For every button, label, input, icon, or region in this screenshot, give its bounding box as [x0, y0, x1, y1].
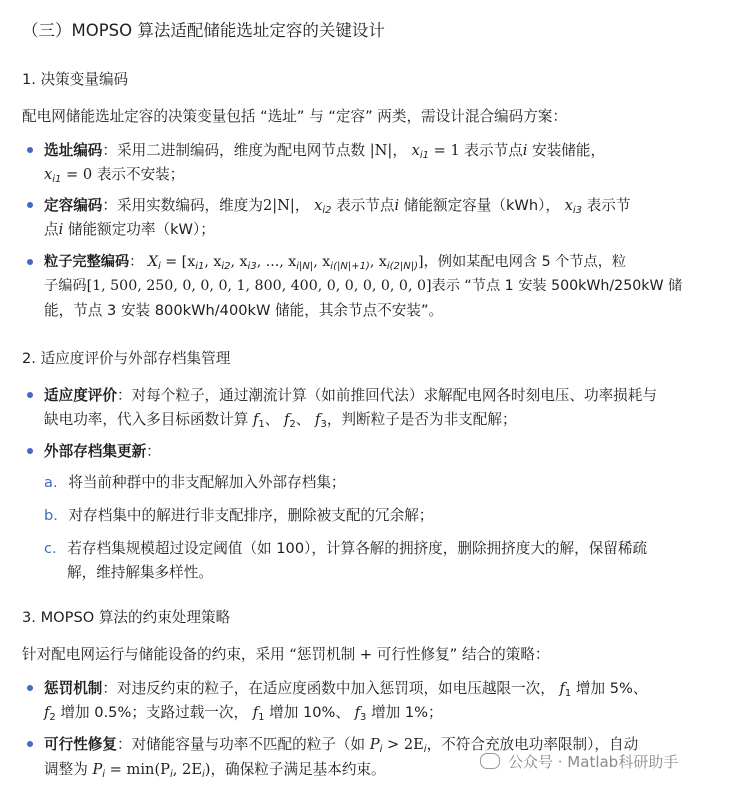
list-item-text: 若存档集规模超过设定阈值（如 100），计算各解的拥挤度，删除拥挤度大的解，保留稀疏	[67, 540, 648, 557]
text: 增加 10%、	[269, 704, 350, 721]
section1-intro: 配电网储能选址定容的决策变量包括 “选址” 与 “定容” 两类，需设计混合编码方案：	[22, 108, 567, 125]
penalty-mechanism-label: 惩罚机制	[44, 680, 103, 697]
fitness-evaluation-label: 适应度评价	[44, 387, 117, 404]
bullet-dot	[27, 448, 33, 454]
math: = min(P	[105, 761, 170, 778]
math: P	[369, 736, 380, 753]
capacity-encoding-label: 定容编码	[44, 197, 103, 214]
list-item	[44, 503, 433, 528]
list-item-continued: 解，维持解集多样性。	[67, 564, 213, 581]
bullet-dot	[27, 147, 33, 153]
math: , 2E	[172, 761, 202, 778]
section3-heading: 3. MOPSO 算法的约束处理策略	[22, 609, 231, 626]
text: 表示节	[586, 197, 631, 214]
text: ：对违反约束的粒子，在适应度函数中加入惩罚项，如电压越限一次，	[102, 680, 555, 697]
math: f	[559, 680, 565, 697]
penalty-mechanism-line2	[44, 700, 443, 730]
math-sub: i1	[419, 150, 429, 161]
text: ：	[146, 443, 161, 460]
location-encoding-label: 选址编码	[44, 142, 103, 159]
bullet-dot	[27, 741, 33, 747]
math: x	[411, 142, 420, 159]
math: f	[354, 704, 361, 721]
text: ：	[129, 254, 144, 270]
text: 表示 “节点 1 安装 500kWh/250kW 储	[431, 278, 683, 294]
text: ：采用实数编码，维度为	[102, 197, 263, 214]
text: 点	[44, 221, 59, 238]
watermark-text: 公众号 · Matlab科研助手	[508, 753, 679, 771]
text: ，	[392, 142, 407, 159]
bullet-dot	[27, 685, 33, 691]
math: , x	[313, 254, 331, 270]
text: 缺电功率，代入多目标函数计算	[44, 411, 249, 428]
text: 增加 0.5%；支路过载一次，	[60, 704, 249, 721]
text: ，例如某配电网含 5 个节点，粒	[423, 254, 627, 270]
math-sub: i	[102, 769, 106, 780]
text: ：对每个粒子，通过潮流计算（如前推回代法）求解配电网各时刻电压、功率损耗与	[116, 387, 657, 404]
fitness-evaluation-line2	[44, 407, 517, 437]
math: f	[315, 411, 321, 428]
math: f	[44, 704, 50, 721]
math: = 1	[428, 142, 460, 159]
bullet-dot	[27, 392, 33, 398]
list-item	[44, 470, 346, 495]
math: x	[314, 197, 323, 214]
bullet-fitness-evaluation	[44, 383, 657, 408]
location-encoding-line2	[44, 162, 184, 192]
feasibility-repair-line2	[44, 757, 386, 787]
math-sub: i1	[195, 261, 205, 272]
math: x	[44, 166, 53, 183]
text: ：对储能容量与功率不匹配的粒子（如	[116, 736, 366, 753]
text: ，不符合充放电功率限制），自动	[426, 736, 639, 753]
math-sub: i	[379, 744, 383, 755]
list-item-text: 对存档集中的解进行非支配排序，删除被支配的冗余解；	[68, 507, 434, 524]
math: f	[252, 704, 259, 721]
text: 表示节点	[336, 197, 395, 214]
particle-encoding-line2	[44, 274, 682, 299]
math: > 2E	[382, 736, 424, 753]
math-sub: 3	[320, 419, 327, 430]
math-sub: i|N|	[296, 261, 314, 272]
text: ：采用二进制编码，维度为配电网节点数	[102, 142, 366, 159]
math-sub: i1	[52, 174, 62, 185]
text: ，	[294, 197, 310, 214]
bullet-archive-update	[44, 439, 161, 464]
math-sub: 3	[360, 712, 367, 723]
math-sub: 2	[49, 712, 56, 723]
list-marker: b.	[44, 507, 58, 524]
math-sub: 1	[564, 688, 572, 699]
math: |N|	[369, 142, 393, 159]
text: 安装储能，	[532, 142, 606, 159]
feasibility-repair-label: 可行性修复	[44, 736, 117, 753]
math-sub: i3	[247, 261, 257, 272]
section1-heading: 1. 决策变量编码	[22, 71, 129, 88]
math: P	[92, 761, 103, 778]
archive-update-label: 外部存档集更新	[44, 443, 147, 460]
bullet-dot	[27, 202, 33, 208]
math-sub: i2	[221, 261, 231, 272]
math-sub: i	[201, 769, 205, 780]
math: f	[284, 411, 290, 428]
math-sub: 1	[258, 419, 265, 430]
math: ]	[418, 254, 424, 270]
math: )	[204, 761, 211, 778]
text: 储能额定容量（kWh），	[403, 197, 560, 214]
math: i	[522, 142, 528, 159]
section3-intro: 针对配电网运行与储能设备的约束，采用 “惩罚机制 + 可行性修复” 结合的策略：	[22, 646, 550, 663]
math-sub: i	[423, 744, 427, 755]
math-sub: 1	[258, 712, 265, 723]
math: x	[564, 197, 573, 214]
math: i	[394, 197, 400, 214]
math: , ..., x	[256, 254, 297, 270]
section2-heading: 2. 适应度评价与外部存档集管理	[22, 350, 231, 367]
list-item-text: 将当前种群中的非支配解加入外部存档集；	[68, 474, 346, 491]
text: 、	[295, 411, 311, 428]
watermark	[480, 750, 678, 775]
particle-encoding-line3: 能，节点 3 安装 800kWh/400kW 储能，其余节点不安装”。	[44, 302, 444, 319]
math-sub: i	[157, 261, 161, 272]
page-title: （三）MOPSO 算法适配储能选址定容的关键设计	[22, 21, 385, 40]
math: = 0	[61, 166, 93, 183]
math: , x	[369, 254, 387, 270]
math-sub: i(|N|+1)	[330, 261, 370, 272]
math: , x	[204, 254, 222, 270]
list-marker: a.	[44, 474, 58, 491]
math: X	[147, 254, 158, 270]
math: [1, 500, 250, 0, 0, 0, 1, 800, 400, 0, 0, 0, 0, 0, 0]	[86, 278, 432, 294]
text: 增加 1%；	[371, 704, 443, 721]
math-sub: i	[169, 769, 173, 780]
particle-encoding-label: 粒子完整编码	[44, 254, 130, 270]
math: = [x	[160, 254, 196, 270]
list-item	[44, 536, 647, 561]
text: 子编码	[44, 278, 87, 294]
text: ，确保粒子满足基本约束。	[210, 761, 386, 778]
math-sub: 2	[289, 419, 296, 430]
wechat-icon	[480, 753, 500, 769]
text: 、	[264, 411, 280, 428]
capacity-encoding-line2	[44, 217, 215, 242]
math-sub: i(2|N|)	[386, 261, 419, 272]
text: 增加 5%、	[575, 680, 648, 697]
text: 储能额定功率（kW）；	[67, 221, 215, 238]
text: ，判断粒子是否为非支配解；	[326, 411, 517, 428]
text: 表示不安装；	[96, 166, 185, 183]
math: i	[58, 221, 64, 238]
math: , x	[230, 254, 248, 270]
math: 2|N|	[262, 197, 295, 214]
text: 调整为	[44, 761, 88, 778]
math-sub: i3	[572, 205, 582, 216]
bullet-dot	[27, 259, 33, 265]
math-sub: i2	[322, 205, 332, 216]
text: 表示节点	[464, 142, 523, 159]
math: f	[252, 411, 259, 428]
list-marker: c.	[44, 540, 57, 557]
